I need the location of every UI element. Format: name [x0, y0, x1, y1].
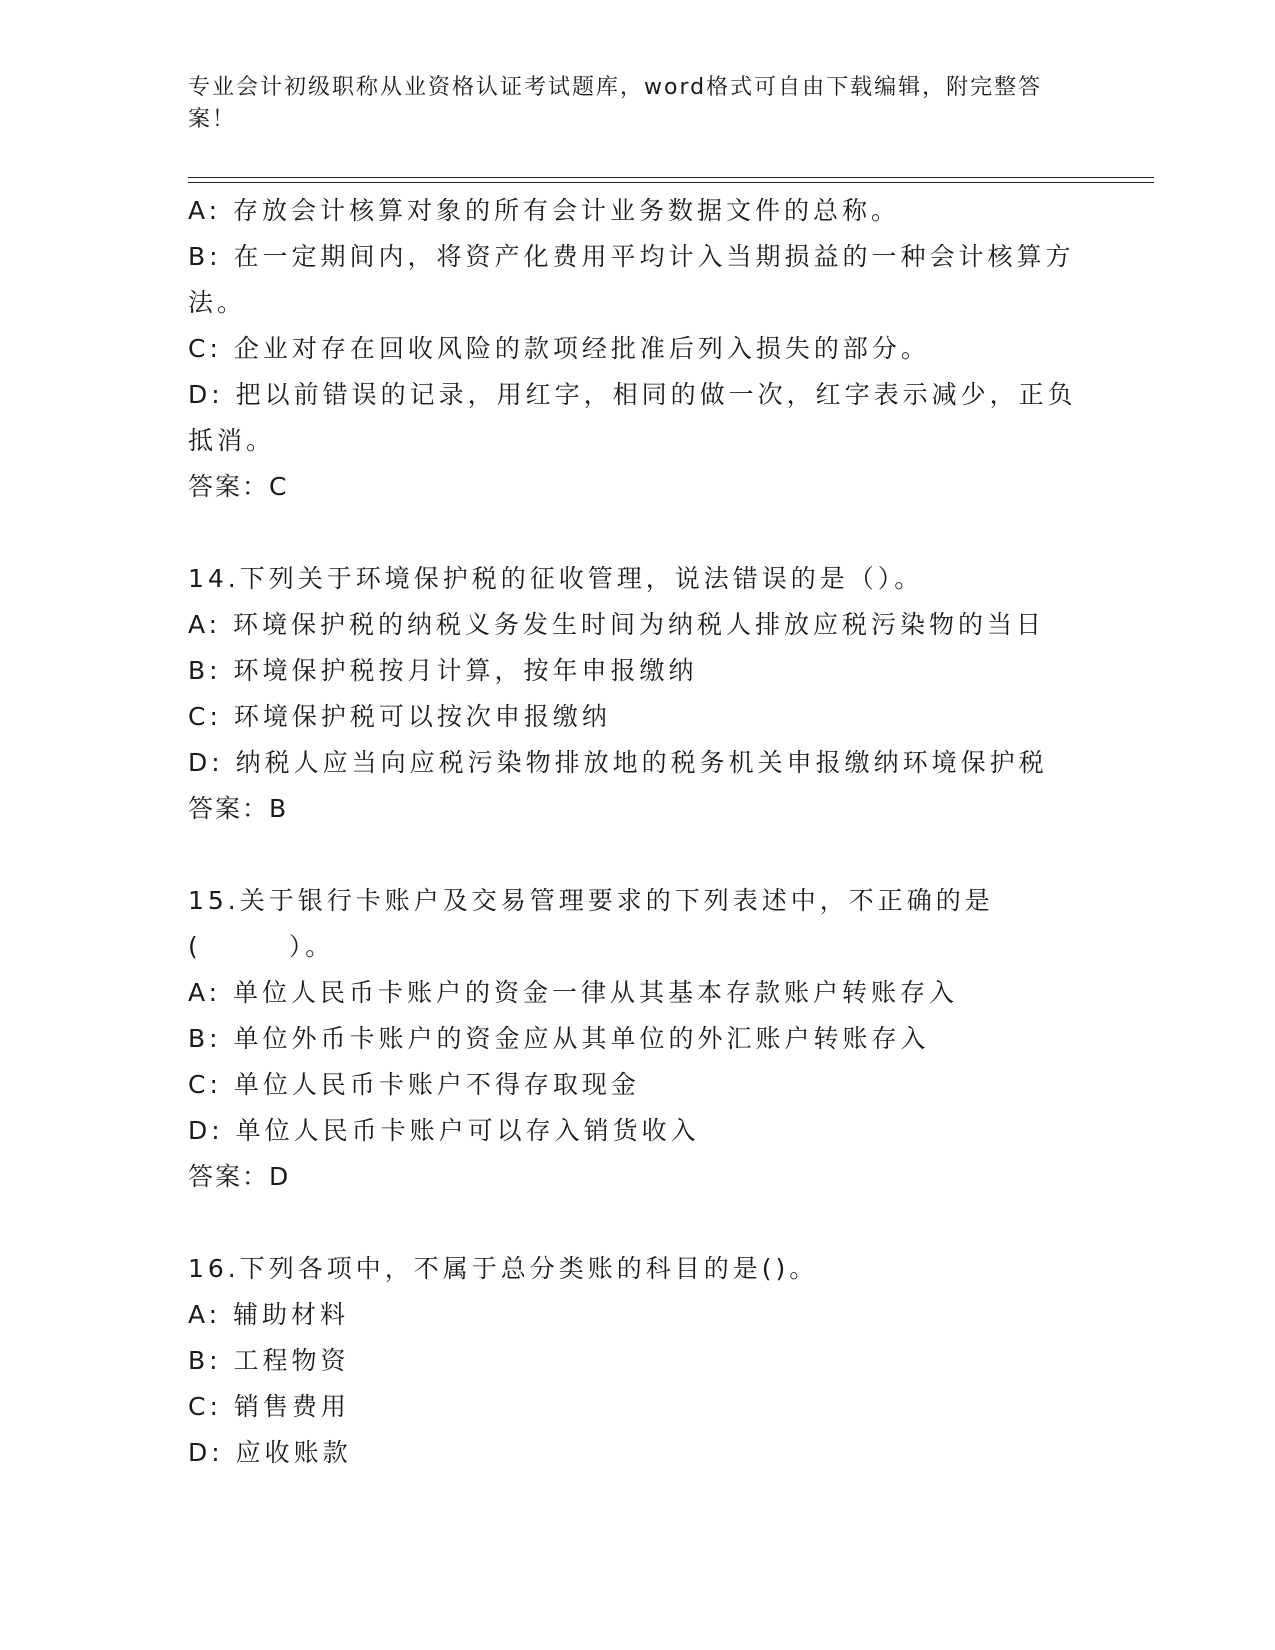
question-15-block: [188, 878, 1088, 1200]
q16-question: 16.下列各项中，不属于总分类账的科目的是()。: [188, 1254, 819, 1283]
q15-option-d: D: 单位人民币卡账户可以存入销货收入: [188, 1116, 700, 1145]
q15-option-c: C: 单位人民币卡账户不得存取现金: [188, 1070, 640, 1099]
question-content: [188, 188, 1088, 1476]
q13-option-b-continued: 法。: [188, 288, 247, 317]
q14-option-c: C: 环境保护税可以按次申报缴纳: [188, 702, 611, 731]
q16-option-b: B: 工程物资: [188, 1346, 350, 1375]
q13-option-b: B: 在一定期间内，将资产化费用平均计入当期损益的一种会计核算方: [188, 242, 1075, 271]
question-14-block: [188, 556, 1088, 832]
q15-question-continued: ( ）。: [188, 932, 335, 961]
spacer: [188, 510, 1088, 556]
q14-answer: 答案：B: [188, 794, 289, 823]
spacer: [188, 832, 1088, 878]
q16-option-d: D: 应收账款: [188, 1438, 352, 1467]
page-header-text: 专业会计初级职称从业资格认证考试题库，word格式可自由下载编辑，附完整答案！: [188, 75, 1043, 132]
q16-option-c: C: 销售费用: [188, 1392, 350, 1421]
q16-option-a: A: 辅助材料: [188, 1300, 350, 1329]
q14-question: 14.下列关于环境保护税的征收管理，说法错误的是（）。: [188, 564, 924, 593]
q14-option-d: D: 纳税人应当向应税污染物排放地的税务机关申报缴纳环境保护税: [188, 748, 1048, 777]
q15-answer: 答案：D: [188, 1162, 291, 1191]
header-rule-top: [188, 177, 1154, 178]
q13-option-d: D: 把以前错误的记录，用红字，相同的做一次，红字表示减少，正负: [188, 380, 1077, 409]
q14-option-b: B: 环境保护税按月计算，按年申报缴纳: [188, 656, 698, 685]
question-16-block: [188, 1246, 1088, 1476]
q13-option-d-continued: 抵消。: [188, 426, 276, 455]
q15-question: 15.关于银行卡账户及交易管理要求的下列表述中，不正确的是: [188, 886, 994, 915]
q15-option-b: B: 单位外币卡账户的资金应从其单位的外汇账户转账存入: [188, 1024, 930, 1053]
header-rule-bottom: [188, 182, 1154, 183]
q15-option-a: A: 单位人民币卡账户的资金一律从其基本存款账户转账存入: [188, 978, 959, 1007]
q13-answer: 答案：C: [188, 472, 289, 501]
question-13-block: [188, 188, 1088, 510]
q13-option-c: C: 企业对存在回收风险的款项经批准后列入损失的部分。: [188, 334, 930, 363]
q14-option-a: A: 环境保护税的纳税义务发生时间为纳税人排放应税污染物的当日: [188, 610, 1046, 639]
spacer: [188, 1200, 1088, 1246]
q13-option-a: A: 存放会计核算对象的所有会计业务数据文件的总称。: [188, 196, 901, 225]
